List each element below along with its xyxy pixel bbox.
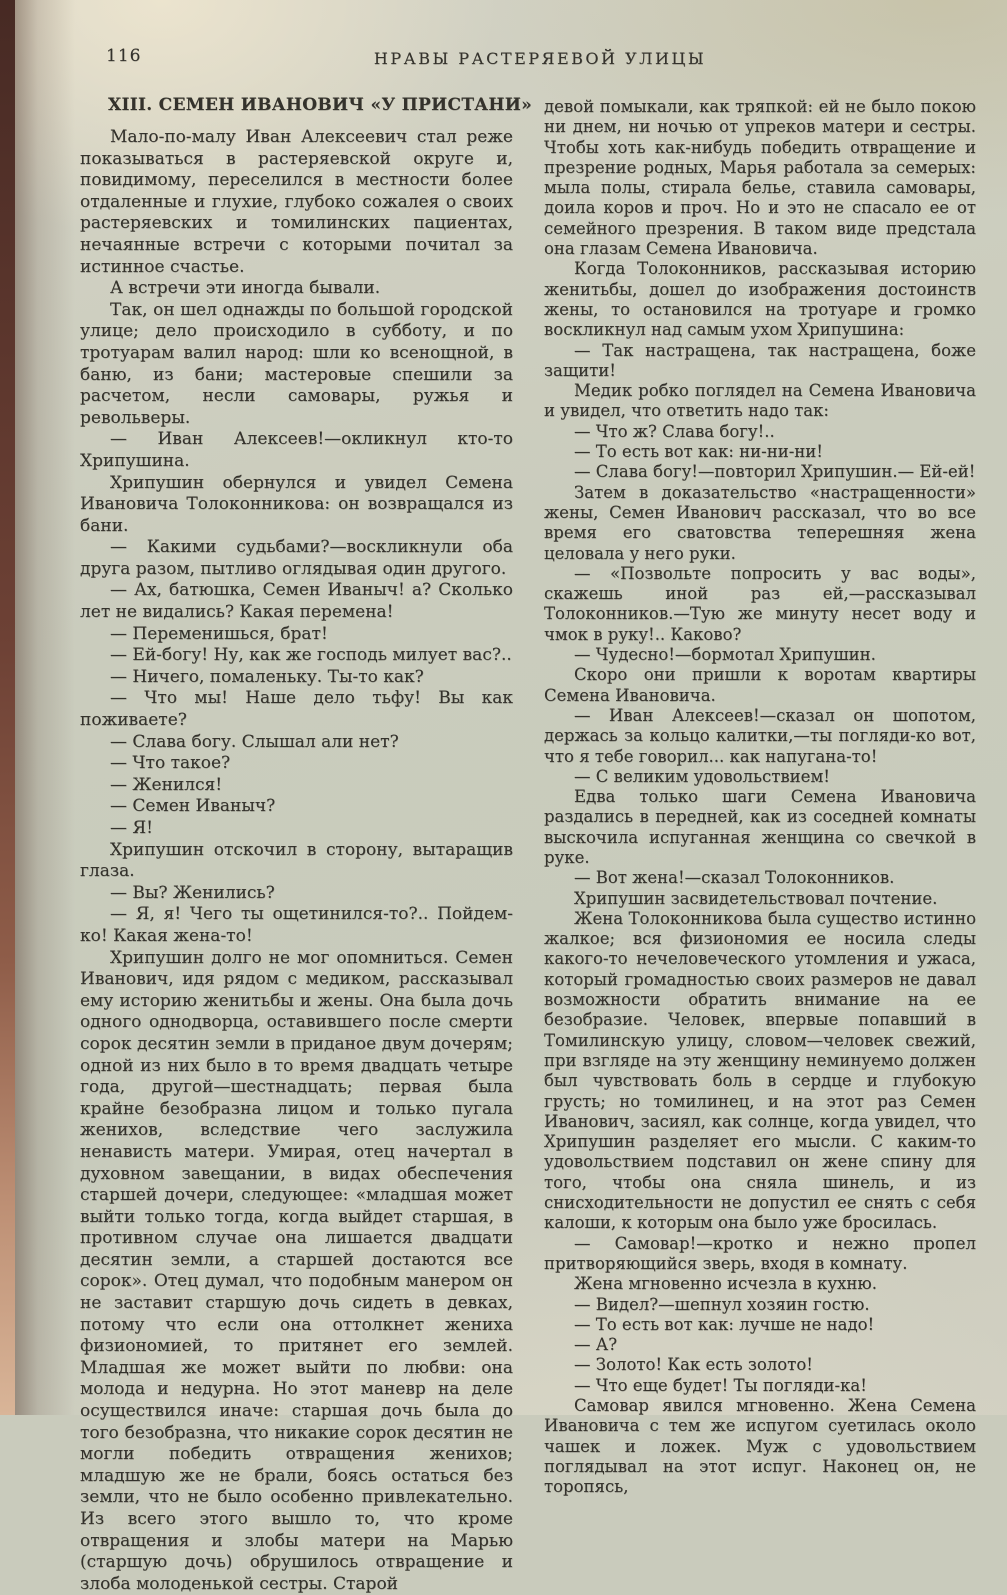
paragraph: — Слава богу. Слышал али нет? xyxy=(110,731,399,752)
paragraph: — А? xyxy=(574,1335,618,1355)
paragraph: — Слава богу!—повторил Хрипушин.— Ей-ей! xyxy=(574,462,976,482)
paragraph: — Семен Иваныч? xyxy=(110,796,276,817)
paragraph: — «Позвольте попросить у вас воды», скажешь иной раз ей,—рассказывал Толоконников.—Тую же минуту несет воду и чмок в руку!.. Каково? xyxy=(544,563,976,644)
paragraph: Когда Толоконников, рассказывая историю женитьбы, дошел до изображения достоинств жены, то остановился на тротуаре и громко воскликнул над самым ухом Хрипушина: xyxy=(544,259,976,340)
paragraph: — Переменишься, брат! xyxy=(110,623,328,644)
binding-shadow xyxy=(15,0,75,1415)
text-column-right xyxy=(544,97,976,1497)
paragraph: — Я, я! Чего ты ощетинился-то?.. Пойдем-ко! Какая жена-то! xyxy=(80,904,513,946)
paragraph: — То есть вот как: ни-ни-ни! xyxy=(574,442,823,462)
paragraph: — Вы? Женились? xyxy=(110,882,275,903)
paragraph: — Самовар!—кротко и нежно пропел притворяющийся зверь, входя в комнату. xyxy=(544,1233,976,1273)
paragraph: Самовар явился мгновенно. Жена Семена Ивановича с тем же испугом суетилась около чашек и ложек. Муж с удовольствием поглядывал на этот испуг. Наконец он, не торопясь, xyxy=(544,1396,976,1497)
paragraph: — Что такое? xyxy=(110,753,231,774)
paragraph: — Что мы! Наше дело тьфу! Вы как поживаете? xyxy=(80,688,513,731)
paragraph: Жена мгновенно исчезла в кухню. xyxy=(574,1274,877,1294)
paragraph: Мало-по-малу Иван Алексеевич стал реже показываться в растеряевской округе и, повидимому, переселился в местности более отдаленные и глухие, глубоко сожалея о своих растеряевских и томилинских пациентах, нечаянные встречи с которыми почитал за истинное счастье. xyxy=(80,127,513,277)
paragraph: Так, он шел однажды по большой городской улице; дело происходило в субботу, и по тротуарам валил народ: шли ко всенощной, в баню, из бани; мастеровые спешили за расчетом, несли самовары, ружья и револьверы. xyxy=(80,299,513,428)
paragraph: Медик робко поглядел на Семена Ивановича и увидел, что ответить надо так: xyxy=(544,381,976,421)
paragraph: — Ах, батюшка, Семен Иваныч! а? Сколько лет не видались? Какая перемена! xyxy=(80,580,513,623)
paragraph: Хрипушин засвидетельствовал почтение. xyxy=(574,888,938,908)
text-column-left xyxy=(80,127,513,1595)
page-number: 116 xyxy=(106,46,142,66)
paragraph: — Какими судьбами?—воскликнули оба друга разом, пытливо оглядывая один другого. xyxy=(80,537,513,579)
paragraph: — Женился! xyxy=(110,774,223,795)
paragraph: Хрипушин обернулся и увидел Семена Ивановича Толоконникова: он возвращался из бани. xyxy=(80,472,513,536)
paragraph: Затем в доказательство «настращенности» жены, Семен Иванович рассказал, что во все время его сватовства теперешняя жена целовала у него руки. xyxy=(544,482,976,563)
book-binding-edge xyxy=(0,0,15,1415)
paragraph: — Иван Алексеев!—окликнул кто-то Хрипушина. xyxy=(80,429,513,471)
paragraph: девой помыкали, как тряпкой: ей не было покою ни днем, ни ночью от упреков матери и сестры. Чтобы хоть как-нибудь победить отвращение и презрение родных, Марья работала за семерых: мыла полы, стирала белье, ставила самовары, доила коров и проч. Но и это не спасало ее от семейного презрения. В таком виде предстала она глазам Семена Ивановича. xyxy=(544,97,976,259)
paragraph: — Золото! Как есть золото! xyxy=(574,1355,813,1375)
paragraph: Жена Толоконникова была существо истинно жалкое; вся физиономия ее носила следы какого-то нечеловеческого утомления и ужаса, который громадностью своих размеров не давал возможности обратить внимание на ее безобразие. Человек, впервые попавший в Томилинскую улицу, словом—человек свежий, при взгляде на эту женщину неминуемо должен был чувствовать боль в сердце и глубокую грусть; но томилинец, и на этот раз Семен Иванович, засиял, как солнце, когда увидел, что Хрипушин разделяет его мысли. С каким-то удовольствием подставил он жене спину для того, чтобы она сняла шинель, и из снисходительности не допустил ее снять с себя калоши, к которым она было уже бросилась. xyxy=(544,908,976,1233)
paragraph: — Я! xyxy=(110,818,153,838)
paragraph: Скоро они пришли к воротам квартиры Семена Ивановича. xyxy=(544,665,976,705)
paragraph: Хрипушин долго не мог опомниться. Семен Иванович, идя рядом с медиком, рассказывал ему историю женитьбы и жены. Она была дочь одного однодворца, оставившего после смерти сорок десятин земли в приданое двум дочерям; одной из них было в то время двадцать четыре года, другой—шестнадцать; первая была крайне безобразна лицом и только пугала женихов, вследствие чего заслужила ненависть матери. Умирая, отец начертал в духовном завещании, в видах обеспечения старшей дочери, следующее: «младшая может выйти только тогда, когда выйдет старшая, в противном случае она лишается двадцати десятин земли, а старшей достаются все сорок». Отец думал, что подобным манером он не заставит старшую дочь сидеть в девках, потому что если она оттолкнет жениха физиономией, то притянет его землей. Младшая же может выйти по любви: она молода и недурна. Но этот маневр на деле осуществился иначе: старшая дочь была до того безобразна, что никакие сорок десятин не могли победить отвращения женихов; младшую же не брали, боясь остаться без земли, что не было особенно привлекательно. Из всего этого вышло то, что кроме отвращения и злобы матери на Марью (старшую дочь) обрушилось отвращение и злоба молоденькой сестры. Старой xyxy=(80,947,513,1594)
paragraph: — Ей-богу! Ну, как же господь милует вас?.. xyxy=(110,645,512,666)
paragraph: — Чудесно!—бормотал Хрипушин. xyxy=(574,645,876,665)
paragraph: А встречи эти иногда бывали. xyxy=(110,278,381,299)
paragraph: — Что ж? Слава богу!.. xyxy=(574,421,775,441)
paragraph: Едва только шаги Семена Ивановича раздались в передней, как из соседней комнаты выскочила испуганная женщина со свечкой в руке. xyxy=(544,787,976,867)
paragraph: — Ничего, помаленьку. Ты-то как? xyxy=(110,666,424,687)
running-title: НРАВЫ РАСТЕРЯЕВОЙ УЛИЦЫ xyxy=(373,49,707,68)
paragraph: — Так настращена, так настращена, боже защити! xyxy=(544,340,976,380)
paragraph: Хрипушин отскочил в сторону, вытаращив глаза. xyxy=(80,839,513,882)
paragraph: — То есть вот как: лучше не надо! xyxy=(574,1314,875,1334)
paragraph: — Вот жена!—сказал Толоконников. xyxy=(574,868,895,888)
paragraph: — Иван Алексеев!—сказал он шопотом, держась за кольцо калитки,—ты погляди-ко вот, что я тебе говорил... как напугана-то! xyxy=(544,705,976,766)
paragraph: — С великим удовольствием! xyxy=(574,766,830,786)
paragraph: — Видел?—шепнул хозяин гостю. xyxy=(574,1294,870,1314)
paragraph: — Что еще будет! Ты погляди-ка! xyxy=(574,1375,867,1395)
chapter-heading: XIII. СЕМЕН ИВАНОВИЧ «У ПРИСТАНИ» xyxy=(108,95,533,115)
